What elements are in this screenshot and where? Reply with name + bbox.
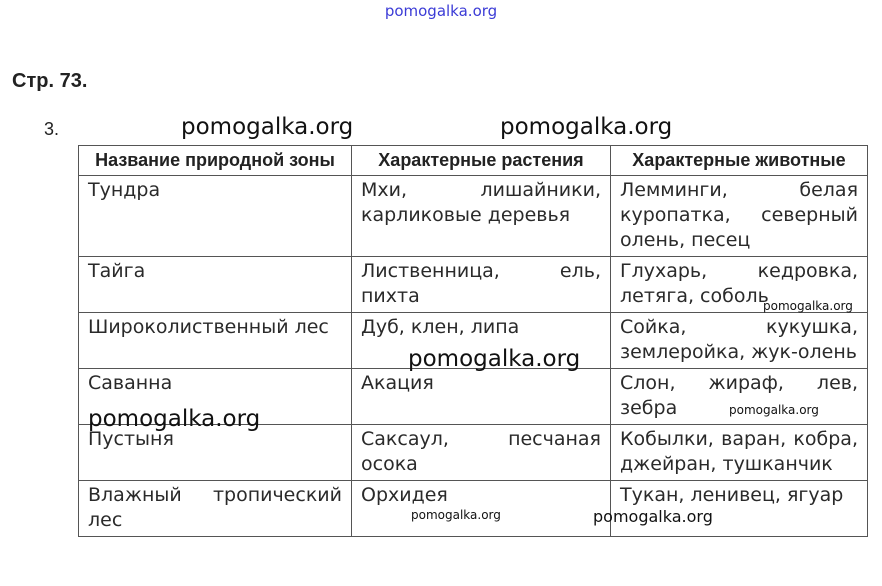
animals-cell: Кобылки, варан, кобра, джейран, тушканчик bbox=[611, 425, 868, 481]
watermark: pomogalka.org bbox=[763, 299, 853, 313]
natural-zones-table bbox=[78, 145, 868, 537]
watermark: pomogalka.org bbox=[181, 114, 354, 140]
zone-cell: Саванна bbox=[79, 369, 352, 425]
zone-cell: Пустыня bbox=[79, 425, 352, 481]
table-row bbox=[79, 257, 868, 313]
zone-cell: Влажный тропический лес bbox=[79, 481, 352, 537]
zone-cell: Широколиственный лес bbox=[79, 313, 352, 369]
zone-cell: Тайга bbox=[79, 257, 352, 313]
watermark: pomogalka.org bbox=[593, 507, 713, 526]
plants-cell: Лиственница, ель, пихта bbox=[352, 257, 611, 313]
plants-cell: Орхидея bbox=[352, 481, 611, 537]
plants-cell: Мхи, лишайники, карликовые деревья bbox=[352, 176, 611, 257]
plants-cell: Акация bbox=[352, 369, 611, 425]
table-row bbox=[79, 425, 868, 481]
plants-cell: Дуб, клен, липа bbox=[352, 313, 611, 369]
watermark: pomogalka.org bbox=[408, 346, 581, 372]
task-number: 3. bbox=[44, 119, 60, 139]
page-reference: Стр. 73. bbox=[12, 70, 88, 92]
zone-cell: Тундра bbox=[79, 176, 352, 257]
animals-cell: Глухарь, кедровка, летяга, соболь bbox=[611, 257, 868, 313]
watermark: pomogalka.org bbox=[500, 114, 673, 140]
header-plants: Характерные растения bbox=[352, 146, 611, 176]
table-header-row bbox=[79, 146, 868, 176]
watermark: pomogalka.org bbox=[729, 403, 819, 417]
animals-cell: Сойка, кукушка, землеройка, жук-олень bbox=[611, 313, 868, 369]
animals-cell: Слон, жираф, лев, зебра bbox=[611, 369, 868, 425]
watermark: pomogalka.org bbox=[411, 508, 501, 522]
plants-cell: Саксаул, песчаная осока bbox=[352, 425, 611, 481]
watermark: pomogalka.org bbox=[88, 406, 261, 432]
site-watermark-top: pomogalka.org bbox=[384, 2, 498, 20]
table-row bbox=[79, 176, 868, 257]
header-animals: Характерные животные bbox=[611, 146, 868, 176]
header-zone-name: Название природной зоны bbox=[79, 146, 352, 176]
animals-cell: Тукан, ленивец, ягуар bbox=[611, 481, 868, 537]
animals-cell: Лемминги, белая куропатка, северный олень, песец bbox=[611, 176, 868, 257]
